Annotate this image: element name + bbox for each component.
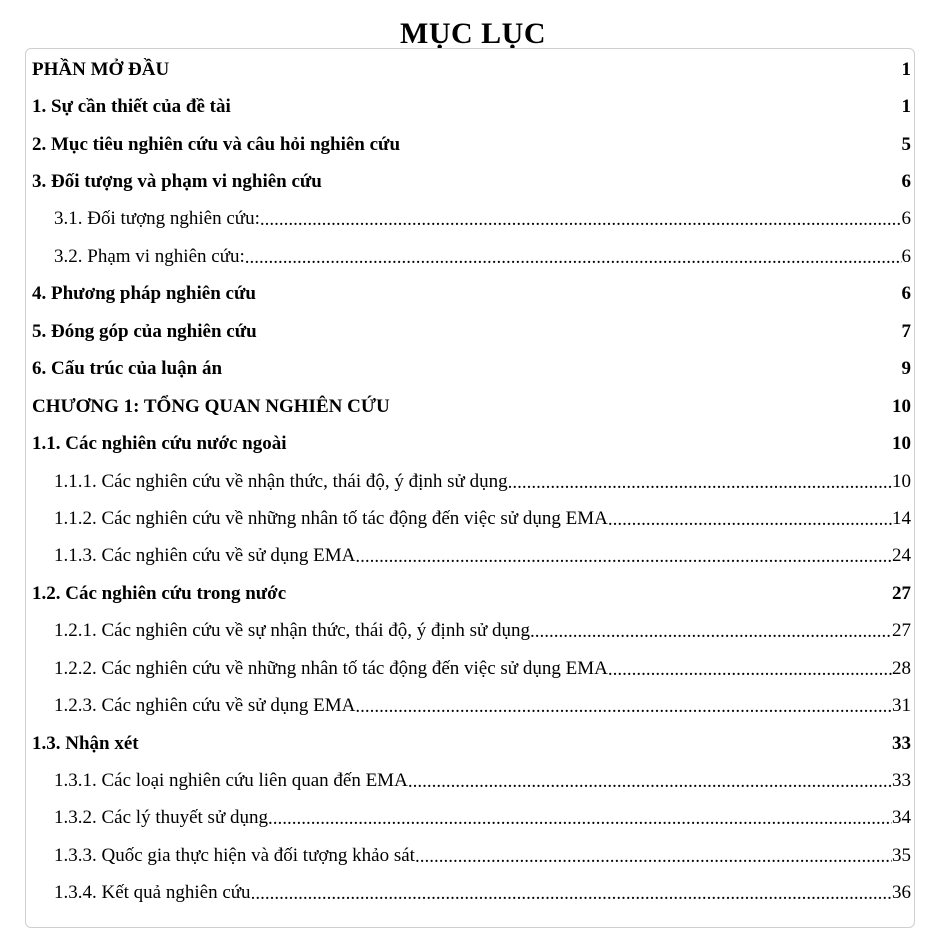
toc-entry-label: 1.2.3. Các nghiên cứu về sử dụng EMA — [54, 695, 356, 717]
toc-heading-entry[interactable] — [32, 575, 911, 612]
toc-title: MỤC LỤC — [400, 17, 546, 50]
toc-entry-label: 2. Mục tiêu nghiên cứu và câu hỏi nghiên cứu — [32, 133, 401, 155]
toc-subentry[interactable] — [32, 800, 911, 837]
toc-dot-leader — [415, 845, 892, 867]
toc-dot-leader — [408, 770, 892, 792]
toc-page-number: 33 — [892, 732, 911, 754]
toc-dot-leader — [355, 695, 892, 717]
toc-entry-label: 5. Đóng góp của nghiên cứu — [32, 320, 257, 342]
toc-dot-leader — [508, 471, 892, 493]
toc-heading-entry[interactable] — [32, 351, 911, 388]
toc-page-number: 6 — [901, 245, 911, 267]
toc-page-number: 33 — [892, 770, 911, 792]
toc-heading-entry[interactable] — [32, 725, 911, 762]
toc-subentry[interactable] — [32, 837, 911, 874]
toc-dot-leader — [260, 208, 902, 230]
toc-entry-label: CHƯƠNG 1: TỔNG QUAN NGHIÊN CỨU — [32, 395, 390, 417]
toc-subentry[interactable] — [32, 538, 911, 575]
toc-page-number: 10 — [892, 395, 911, 417]
toc-page-number: 6 — [901, 283, 911, 305]
toc-subentry[interactable] — [32, 762, 911, 799]
toc-entry-label: 3. Đối tượng và phạm vi nghiên cứu — [32, 171, 322, 193]
toc-subentry[interactable] — [32, 650, 911, 687]
toc-dot-leader — [245, 246, 902, 268]
toc-entry-label: 1.1. Các nghiên cứu nước ngoài — [32, 433, 287, 455]
toc-page-number: 35 — [892, 844, 911, 866]
toc-page-number: 6 — [901, 208, 911, 230]
toc-subentry[interactable] — [32, 500, 911, 537]
toc-entry-label: 1.2.2. Các nghiên cứu về những nhân tố tác động đến việc sử dụng EMA — [54, 657, 608, 679]
toc-heading-entry[interactable] — [32, 425, 911, 462]
toc-entry-label: 6. Cấu trúc của luận án — [32, 358, 223, 380]
toc-dot-leader — [268, 807, 892, 829]
toc-entry-label: 1.2. Các nghiên cứu trong nước — [32, 582, 287, 604]
toc-heading-entry[interactable] — [32, 388, 911, 425]
toc-page-number: 9 — [901, 358, 911, 380]
toc-dot-leader — [608, 658, 892, 680]
toc-entry-label: 1.3. Nhận xét — [32, 732, 139, 754]
toc-list — [32, 51, 911, 912]
toc-dot-leader — [355, 545, 892, 567]
toc-heading-entry[interactable] — [32, 88, 911, 125]
toc-dot-leader — [251, 882, 892, 904]
toc-page-number: 27 — [892, 582, 911, 604]
toc-page-number: 27 — [892, 620, 911, 642]
toc-heading-entry[interactable] — [32, 276, 911, 313]
toc-heading-entry[interactable] — [32, 313, 911, 350]
toc-heading-entry[interactable] — [32, 163, 911, 200]
toc-entry-label: 3.1. Đối tượng nghiên cứu: — [54, 208, 260, 230]
toc-entry-label: 1. Sự cần thiết của đề tài — [32, 96, 231, 118]
toc-entry-label: 1.1.3. Các nghiên cứu về sử dụng EMA — [54, 545, 356, 567]
toc-subentry[interactable] — [32, 687, 911, 724]
toc-page-number: 24 — [892, 545, 911, 567]
toc-entry-label: 1.1.1. Các nghiên cứu về nhận thức, thái độ, ý định sử dụng — [54, 470, 508, 492]
toc-subentry[interactable] — [32, 875, 911, 912]
toc-entry-label: 1.3.2. Các lý thuyết sử dụng — [54, 807, 269, 829]
toc-entry-label: PHẦN MỞ ĐẦU — [32, 58, 170, 80]
toc-entry-label: 1.1.2. Các nghiên cứu về những nhân tố tác động đến việc sử dụng EMA — [54, 507, 608, 529]
toc-page-number: 28 — [892, 657, 911, 679]
toc-subentry[interactable] — [32, 463, 911, 500]
toc-page-number: 36 — [892, 882, 911, 904]
toc-subentry[interactable] — [32, 613, 911, 650]
toc-subentry[interactable] — [32, 201, 911, 238]
toc-page-number: 10 — [892, 433, 911, 455]
toc-page-number: 34 — [892, 807, 911, 829]
toc-entry-label: 3.2. Phạm vi nghiên cứu: — [54, 245, 245, 267]
toc-entry-label: 1.2.1. Các nghiên cứu về sự nhận thức, thái độ, ý định sử dụng — [54, 620, 531, 642]
toc-page-number: 10 — [892, 470, 911, 492]
toc-entry-label: 1.3.3. Quốc gia thực hiện và đối tượng khảo sát — [54, 844, 415, 866]
toc-heading-entry[interactable] — [32, 51, 911, 88]
toc-page-number: 1 — [901, 96, 911, 118]
toc-page-number: 31 — [892, 695, 911, 717]
toc-subentry[interactable] — [32, 238, 911, 275]
toc-dot-leader — [608, 508, 892, 530]
toc-page-number: 14 — [892, 507, 911, 529]
toc-heading-entry[interactable] — [32, 126, 911, 163]
toc-entry-label: 1.3.4. Kết quả nghiên cứu — [54, 882, 251, 904]
toc-page-number: 7 — [901, 320, 911, 342]
toc-page-number: 6 — [901, 171, 911, 193]
toc-entry-label: 1.3.1. Các loại nghiên cứu liên quan đến EMA — [54, 770, 408, 792]
toc-page-number: 5 — [901, 133, 911, 155]
toc-page-number: 1 — [901, 58, 911, 80]
toc-entry-label: 4. Phương pháp nghiên cứu — [32, 283, 256, 305]
toc-dot-leader — [530, 620, 892, 642]
